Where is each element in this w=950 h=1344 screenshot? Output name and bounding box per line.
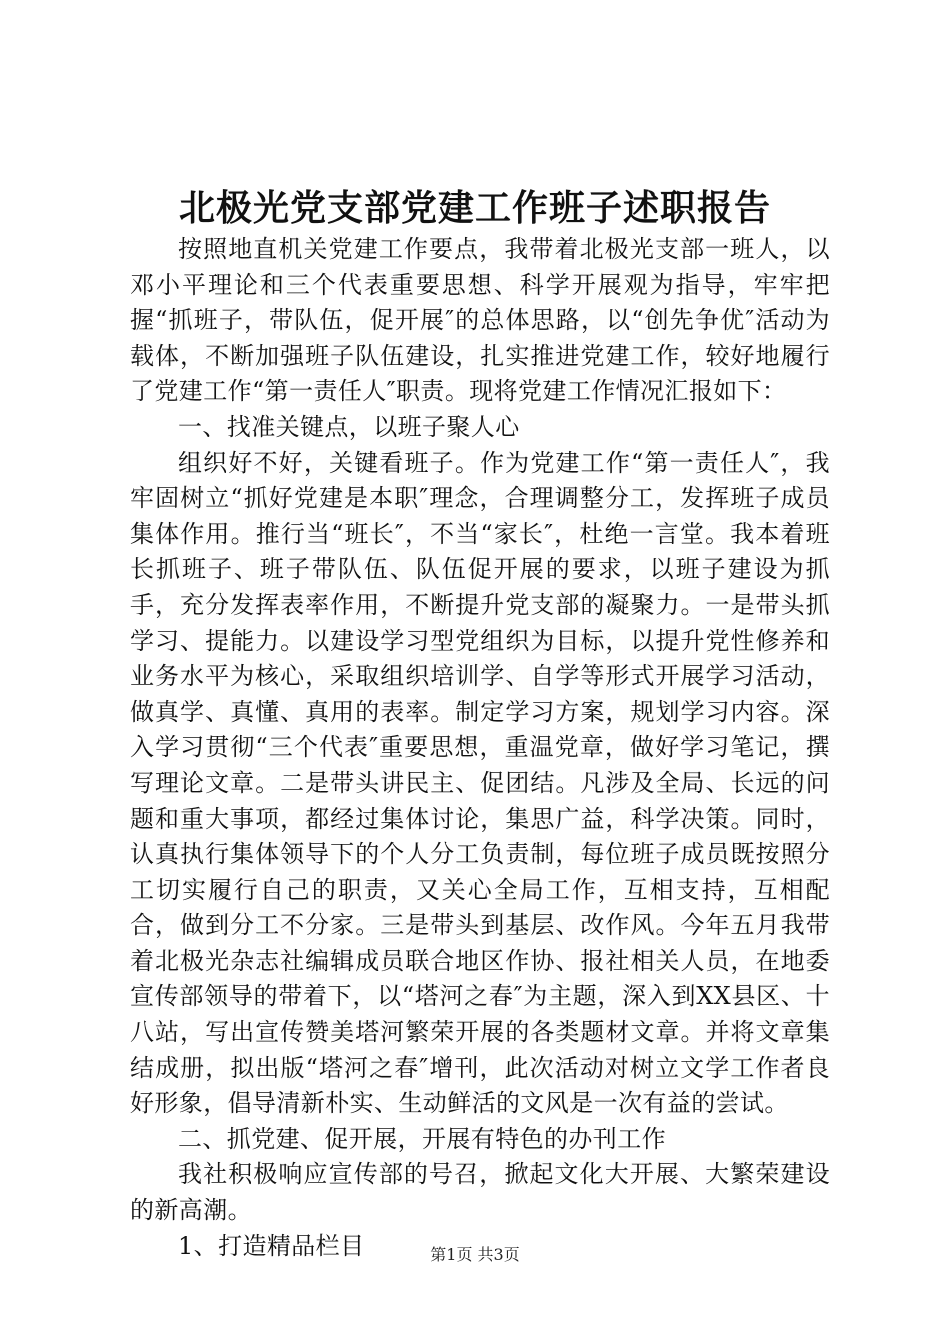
section-2-paragraph: 我社积极响应宣传部的号召，掀起文化大开展、大繁荣建设的新高潮。	[130, 1160, 830, 1225]
section-heading-2: 二、抓党建、促开展，开展有特色的办刊工作	[178, 1124, 666, 1153]
section-1-paragraph: 组织好不好，关键看班子。作为党建工作“第一责任人″，我牢固树立“抓好党建是本职″理念，合理调整分工，发挥班子成员集体作用。推行当“班长″，不当“家长″，杜绝一言堂。我本着班长抓班子、班子带队伍、队伍促开展的要求，以班子建设为抓手，充分发挥表率作用，不断提升党支部的凝聚力。一是带头抓学习、提能力。以建设学习型党组织为目标，以提升党性修养和业务水平为核心，采取组织培训学、自学等形式开展学习活动，做真学、真懂、真用的表率。制定学习方案，规划学习内容。深入学习贯彻“三个代表″重要思想，重温党章，做好学习笔记，撰写理论文章。二是带头讲民主、促团结。凡涉及全局、长远的问题和重大事项，都经过集体讨论，集思广益，科学决策。同时，认真执行集体领导下的个人分工负责制，每位班子成员既按照分工切实履行自己的职责，又关心全局工作，互相支持，互相配合，做到分工不分家。三是带头到基层、改作风。今年五月我带着北极光杂志社编辑成员联合地区作协、报社相关人员，在地委宣传部领导的带着下，以“塔河之春″为主题，深入到XX县区、十八站，写出宣传赞美塔河繁荣开展的各类题材文章。并将文章集结成册，拟出版“塔河之春″增刊，此次活动对树立文学工作者良好形象，倡导清新朴实、生动鲜活的文风是一次有益的尝试。	[130, 448, 830, 1118]
section-heading-1: 一、找准关键点，以班子聚人心	[178, 412, 520, 441]
intro-paragraph: 按照地直机关党建工作要点，我带着北极光支部一班人，以邓小平理论和三个代表重要思想、科学开展观为指导，牢牢把握“抓班子，带队伍，促开展″的总体思路，以“创先争优″活动为载体，不断加强班子队伍建设，扎实推进党建工作，较好地履行了党建工作“第一责任人″职责。现将党建工作情况汇报如下：	[130, 235, 830, 406]
subsection-heading-1: 1、打造精品栏目	[178, 1231, 365, 1260]
document-title: 北极光党支部党建工作班子述职报告	[178, 187, 771, 229]
page-number-footer: 第1页 共3页	[430, 1245, 520, 1264]
document-body	[130, 232, 830, 1264]
